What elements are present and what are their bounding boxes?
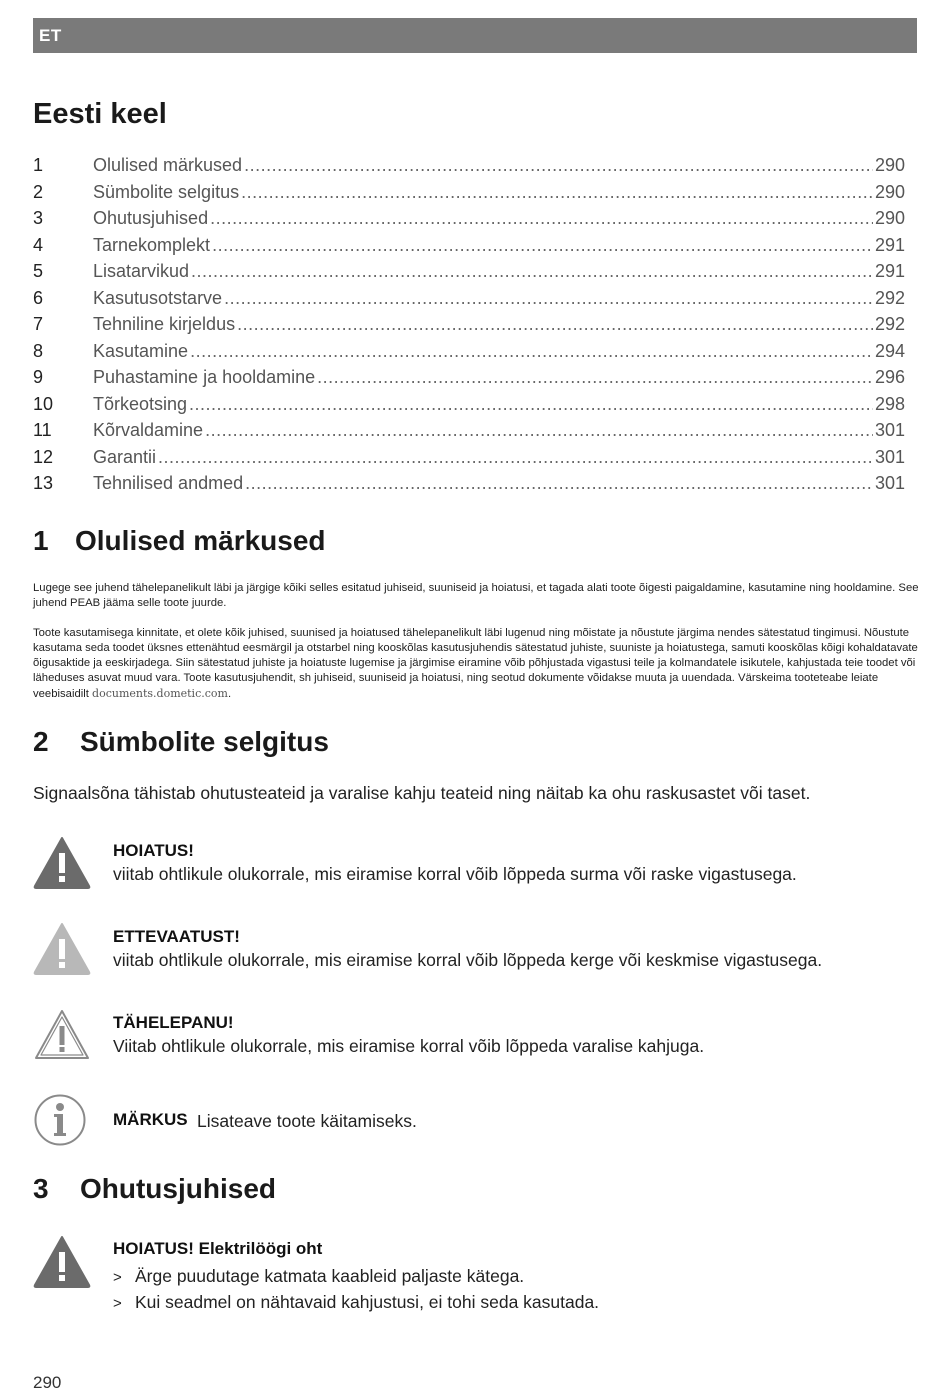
section-number: 3 bbox=[33, 1173, 49, 1204]
toc-page: 301 bbox=[874, 473, 905, 493]
document-title: Eesti keel bbox=[33, 98, 167, 130]
toc-leader-dots bbox=[244, 155, 873, 176]
toc-page: 301 bbox=[874, 446, 905, 467]
paragraph-end: . bbox=[227, 688, 232, 700]
chevron-right-icon: > bbox=[113, 1269, 122, 1286]
toc-title: Kasutamine bbox=[93, 340, 189, 361]
signal-notice bbox=[33, 1008, 913, 1070]
section-1-paragraph-1: Lugege see juhend tähelepanelikult läbi ja järgige kõiki selles esitatud juhiseid, suuniseid ja hoiatusi, et tagada alati toote õigesti paigaldamine, kasutamine ning hooldamine. See juhend PEAB jääma selle toote juurde. bbox=[33, 582, 919, 609]
info-icon bbox=[33, 1093, 87, 1147]
toc-page: 290 bbox=[874, 155, 905, 175]
toc-page: 301 bbox=[874, 420, 905, 440]
toc-entry[interactable] bbox=[33, 420, 905, 447]
toc-page: 292 bbox=[874, 314, 905, 334]
toc-leader-dots bbox=[210, 208, 873, 229]
section-2-intro: Signaalsõna tähistab ohutusteateid ja varalise kahju teateid ning näitab ka ohu raskusastet või taset. bbox=[33, 783, 811, 803]
section-2-heading bbox=[33, 726, 329, 758]
list-item bbox=[113, 1289, 599, 1315]
toc-leader-dots bbox=[205, 420, 873, 441]
list-item-text: Kui seadmel on nähtavaid kahjustusi, ei tohi seda kasutada. bbox=[135, 1292, 600, 1312]
toc-page: 291 bbox=[874, 234, 905, 255]
toc-number: 8 bbox=[33, 340, 44, 361]
section-1-heading bbox=[33, 525, 326, 557]
toc-number: 3 bbox=[33, 208, 44, 228]
section-3-heading bbox=[33, 1173, 276, 1205]
toc-title: Tarnekomplekt bbox=[93, 234, 211, 255]
toc-leader-dots bbox=[158, 447, 873, 468]
table-of-contents bbox=[33, 155, 905, 500]
toc-title: Tõrkeotsing bbox=[93, 393, 188, 414]
toc-page: 298 bbox=[874, 393, 905, 414]
toc-title: Kõrvaldamine bbox=[93, 420, 204, 440]
list-item bbox=[113, 1263, 599, 1289]
toc-entry[interactable] bbox=[33, 235, 905, 262]
toc-entry[interactable] bbox=[33, 314, 905, 341]
warning-list bbox=[113, 1263, 599, 1315]
toc-title: Lisatarvikud bbox=[93, 261, 190, 281]
caution-triangle-icon bbox=[33, 922, 91, 976]
notice-triangle-icon bbox=[33, 1008, 91, 1062]
signal-text: viitab ohtlikule olukorrale, mis eiramise korral võib lõppeda surma või raske vigastusega. bbox=[113, 864, 797, 884]
warning-triangle-icon bbox=[33, 1235, 91, 1289]
signal-note bbox=[33, 1093, 913, 1151]
toc-number: 4 bbox=[33, 234, 44, 255]
toc-page: 294 bbox=[874, 340, 905, 361]
toc-leader-dots bbox=[189, 394, 873, 415]
website-link[interactable]: documents.dometic.com bbox=[92, 687, 228, 700]
toc-number: 12 bbox=[33, 446, 54, 467]
signal-title: HOIATUS! bbox=[113, 841, 194, 860]
toc-leader-dots bbox=[224, 288, 873, 309]
electric-shock-warning bbox=[33, 1235, 913, 1325]
toc-number: 11 bbox=[33, 420, 52, 440]
section-title: Sümbolite selgitus bbox=[80, 726, 329, 757]
toc-page: 290 bbox=[874, 208, 905, 228]
warning-title: HOIATUS! Elektrilöögi oht bbox=[113, 1239, 323, 1258]
paragraph-text: Toote kasutamisega kinnitate, et olete kõik juhised, suunised ja hoiatused tähelepanelikult läbi lugenud ning mõistate ja nõustute järgima nendes sätestatud tingimusi. Nõustute kasutama seda toodet üksnes ettenähtud eesmärgil ja otstarbel ning kooskõlas kasutusjuhendis sätestatud juhiste, suuniste ja hoiatustega, samuti kooskõlas kõigi kohaldatavate õigusaktide ja eeskirjadega. Siin sätestatud juhiste ja hoiatuste lugemise ja järgimise eiramine võib põhjustada vigastusi teile ja kolmandatele isikutele, kahjustada teie toodet või läheduses asuvat muud vara. Toote kasutusjuhendit, sh juhiseid, suuniseid ja hoiatusi, ning seotud dokumente võidakse muuta ja uuendada. Värskeima tooteteabe leiate veebisaidilt bbox=[33, 627, 918, 700]
toc-number: 10 bbox=[33, 393, 54, 414]
toc-number: 9 bbox=[33, 367, 44, 387]
toc-title: Tehnilised andmed bbox=[93, 473, 244, 493]
section-title: Olulised märkused bbox=[75, 525, 326, 556]
toc-entry[interactable] bbox=[33, 155, 905, 182]
toc-title: Kasutusotstarve bbox=[93, 287, 223, 308]
toc-number: 6 bbox=[33, 287, 44, 308]
toc-leader-dots bbox=[191, 261, 873, 282]
page-number: 290 bbox=[33, 1373, 62, 1392]
toc-entry[interactable] bbox=[33, 182, 905, 209]
toc-number: 7 bbox=[33, 314, 44, 334]
toc-leader-dots bbox=[317, 367, 873, 388]
toc-leader-dots bbox=[212, 235, 873, 256]
toc-title: Garantii bbox=[93, 446, 157, 467]
signal-warning bbox=[33, 836, 913, 898]
language-header-bar bbox=[33, 18, 917, 53]
toc-number: 1 bbox=[33, 155, 44, 175]
toc-entry[interactable] bbox=[33, 367, 905, 394]
toc-entry[interactable] bbox=[33, 447, 905, 474]
toc-page: 290 bbox=[874, 181, 905, 202]
toc-entry[interactable] bbox=[33, 341, 905, 368]
toc-number: 2 bbox=[33, 181, 44, 202]
section-number: 1 bbox=[33, 525, 49, 556]
section-1-paragraph-2 bbox=[33, 626, 919, 702]
language-code: ET bbox=[39, 26, 62, 45]
toc-title: Tehniline kirjeldus bbox=[93, 314, 236, 334]
toc-leader-dots bbox=[190, 341, 873, 362]
toc-leader-dots bbox=[245, 473, 873, 494]
warning-triangle-icon bbox=[33, 836, 91, 890]
signal-text: viitab ohtlikule olukorrale, mis eiramise korral võib lõppeda kerge või keskmise vigastusega. bbox=[113, 950, 823, 970]
section-number: 2 bbox=[33, 726, 49, 757]
note-text: Lisateave toote käitamiseks. bbox=[197, 1111, 417, 1131]
signal-caution bbox=[33, 922, 913, 984]
toc-number: 13 bbox=[33, 473, 54, 493]
note-title: MÄRKUS bbox=[113, 1110, 188, 1129]
toc-entry[interactable] bbox=[33, 394, 905, 421]
toc-page: 292 bbox=[874, 287, 905, 308]
signal-title: ETTEVAATUST! bbox=[113, 927, 240, 946]
toc-page: 296 bbox=[874, 367, 905, 387]
toc-page: 291 bbox=[874, 261, 905, 281]
chevron-right-icon: > bbox=[113, 1295, 122, 1312]
toc-entry[interactable] bbox=[33, 288, 905, 315]
list-item-text: Ärge puudutage katmata kaableid paljaste kätega. bbox=[135, 1266, 525, 1286]
signal-text: Viitab ohtlikule olukorrale, mis eiramise korral võib lõppeda varalise kahjuga. bbox=[113, 1036, 705, 1056]
toc-title: Ohutusjuhised bbox=[93, 208, 209, 228]
signal-title: TÄHELEPANU! bbox=[113, 1013, 234, 1032]
toc-number: 5 bbox=[33, 261, 44, 281]
toc-leader-dots bbox=[241, 182, 873, 203]
toc-title: Olulised märkused bbox=[93, 155, 243, 175]
toc-leader-dots bbox=[237, 314, 873, 335]
toc-title: Sümbolite selgitus bbox=[93, 181, 240, 202]
toc-entry[interactable] bbox=[33, 473, 905, 500]
toc-entry[interactable] bbox=[33, 208, 905, 235]
toc-entry[interactable] bbox=[33, 261, 905, 288]
section-title: Ohutusjuhised bbox=[80, 1173, 276, 1204]
toc-title: Puhastamine ja hooldamine bbox=[93, 367, 316, 387]
